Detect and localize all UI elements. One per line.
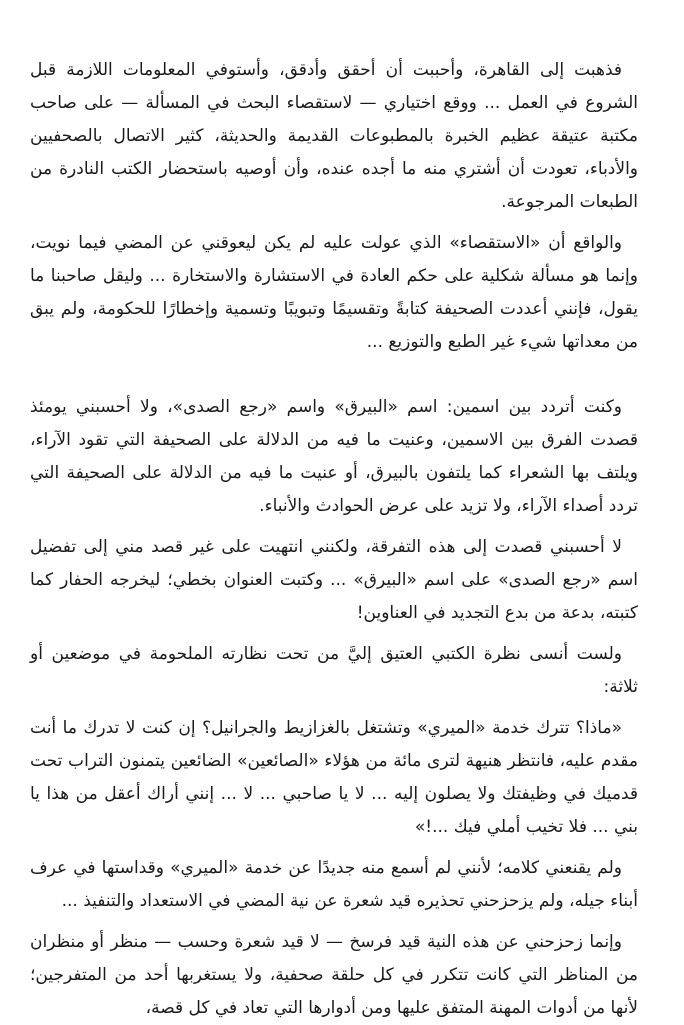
paragraph-7: ولم يقنعني كلامه؛ لأنني لم أسمع منه جديدًا عن خدمة «الميري» وقداستها في عرف أبناء جيله، ولم يزحزحني تحذيره قيد شعرة عن نية المضي في الاستعداد والتنفيذ ... — [30, 858, 638, 911]
paragraph-1: فذهبت إلى القاهرة، وأحببت أن أحقق وأدقق، وأستوفي المعلومات اللازمة قبل الشروع في العمل ... ووقع اختياري — لاستقصاء البحث في المسألة — على صاحب مكتبة عتيقة عظيم الخبرة بالمطبوعات القديمة والحديثة، كثير الاتصال بالصحفيين والأدباء، تعودت أن أشتري منه ما أجده عنده، وأن أوصيه باستحضار الكتب النادرة من الطبعات المرجوعة. — [30, 60, 638, 212]
paragraph-8: وإنما زحزحني عن هذه النية قيد فرسخ — لا قيد شعرة وحسب — منظر أو منظران من المناظر التي كانت تتكرر في كل حلقة صحفية، ولا يستغربها أحد من المتفرجين؛ لأنها من أدوات المهنة المتفق عليها ومن أدوارها التي تعاد في كل قصة، — [30, 932, 638, 1018]
paragraph-4: لا أحسبني قصدت إلى هذه التفرقة، ولكنني انتهيت على غير قصد مني إلى تفضيل اسم «رجع الصدى» على اسم «البيرق» ... وكتبت العنوان بخطي؛ ليخرجه الحفار كما كتبته، بدعة من بدع التجديد في العناوين! — [30, 537, 638, 623]
paragraph-2: والواقع أن «الاستقصاء» الذي عولت عليه لم يكن ليعوقني عن المضي فيما نويت، وإنما هو مسألة شكلية على حكم العادة في الاستشارة والاستخارة ... وليقل صاحبنا ما يقول، فإنني أعددت الصحيفة كتابةً وتقسيمًا وتبويبًا وتسمية وإخطارًا للحكومة، ولم يبق من معداتها شيء غير الطبع والتوزيع ... — [30, 233, 638, 352]
paragraph-3: وكنت أتردد بين اسمين: اسم «البيرق» واسم «رجع الصدى»، ولا أحسبني يومئذ قصدت الفرق بين الاسمين، وعنيت ما فيه من الدلالة على الصحيفة التي تقود الآراء، ويلتف بها الشعراء كما يلتفون بالبيرق، أو عنيت ما فيه من الدلالة على الصحيفة التي تردد أصداء الآراء، ولا تزيد على عرض الحوادث والأنباء. — [30, 397, 638, 516]
paragraph-5: ولست أنسى نظرة الكتبي العتيق إليَّ من تحت نظارته الملحومة في موضعين أو ثلاثة: — [30, 644, 638, 697]
paragraph-6: «ماذا؟ تترك خدمة «الميري» وتشتغل بالغزازيط والجرانيل؟ إن كنت لا تدرك ما أنت مقدم عليه، فانتظر هنيهة لترى مائة من هؤلاء «الصائعين» الضائعين يتمنون التراب تحت قدميك في وظيفتك ولا يصلون إليه ... لا يا صاحبي ... لا ... إنني أراك أعقل من هذا يا بني ... فلا تخيب أملي فيك ...!» — [30, 718, 638, 837]
